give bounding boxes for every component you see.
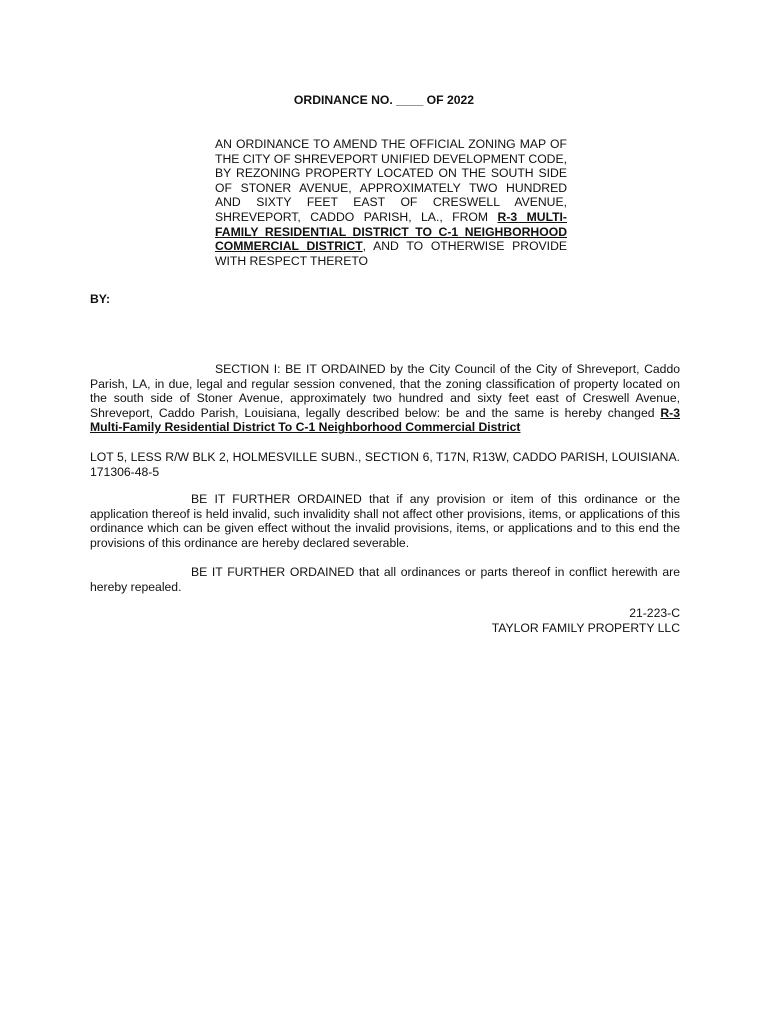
severability-text: BE IT FURTHER ORDAINED that if any provision or item of this ordinance or the application thereof is held invalid, such invalidity shall not affect other provisions, items, or applications of this ordinance which can be given effect without the invalid provisions, items, or applications and to this end the provisions of this ordinance are hereby declared severable. (90, 492, 680, 550)
applicant-name: TAYLOR FAMILY PROPERTY LLC (491, 620, 680, 635)
repeal-text: BE IT FURTHER ORDAINED that all ordinances or parts thereof in conflict herewith are hereby repealed. (90, 565, 680, 594)
caption-text-after: , AND TO OTHERWISE PROVIDE WITH RESPECT THERETO (215, 239, 567, 268)
ordinance-title (0, 93, 770, 108)
section-one-zoning-change: R-3 Multi-Family Residential District To C-1 Neighborhood Commercial District (90, 405, 680, 435)
caption-zoning-change: R-3 MULTI-FAMILY RESIDENTIAL DISTRICT TO C-1 NEIGHBORHOOD COMMERCIAL DISTRICT (215, 209, 567, 254)
ordinance-caption (215, 137, 567, 268)
repeal-paragraph (90, 565, 680, 594)
legal-description: LOT 5, LESS R/W BLK 2, HOLMESVILLE SUBN., SECTION 6, T17N, R13W, CADDO PARISH, LOUISIANA. 171306-48-5 (90, 450, 680, 479)
section-one-paragraph (90, 362, 680, 435)
section-one-text: SECTION I: BE IT ORDAINED by the City Council of the City of Shreveport, Caddo Parish, LA, in due, legal and regular session convened, that the zoning classification of property located on the south side of Stoner Avenue, approximately two hundred and sixty feet east of Creswell Avenue, Shreveport, Caddo Parish, Louisiana, legally described below: be and the same is hereby changed (90, 362, 680, 420)
closing-block (380, 606, 680, 635)
case-number: 21-223-C (629, 606, 680, 620)
caption-text-before: AN ORDINANCE TO AMEND THE OFFICIAL ZONING MAP OF THE CITY OF SHREVEPORT UNIFIED DEVELOPMENT CODE, BY REZONING PROPERTY LOCATED ON THE SOUTH SIDE OF STONER AVENUE, APPROXIMATELY TWO HUNDRED AND SIXTY FEET EAST OF CRESWELL AVENUE, SHREVEPORT, CADDO PARISH, LA., FROM (215, 137, 567, 224)
by-label: BY: (90, 292, 111, 306)
ordinance-title-text: ORDINANCE NO. ____ OF 2022 (293, 93, 475, 107)
severability-paragraph (90, 492, 680, 550)
